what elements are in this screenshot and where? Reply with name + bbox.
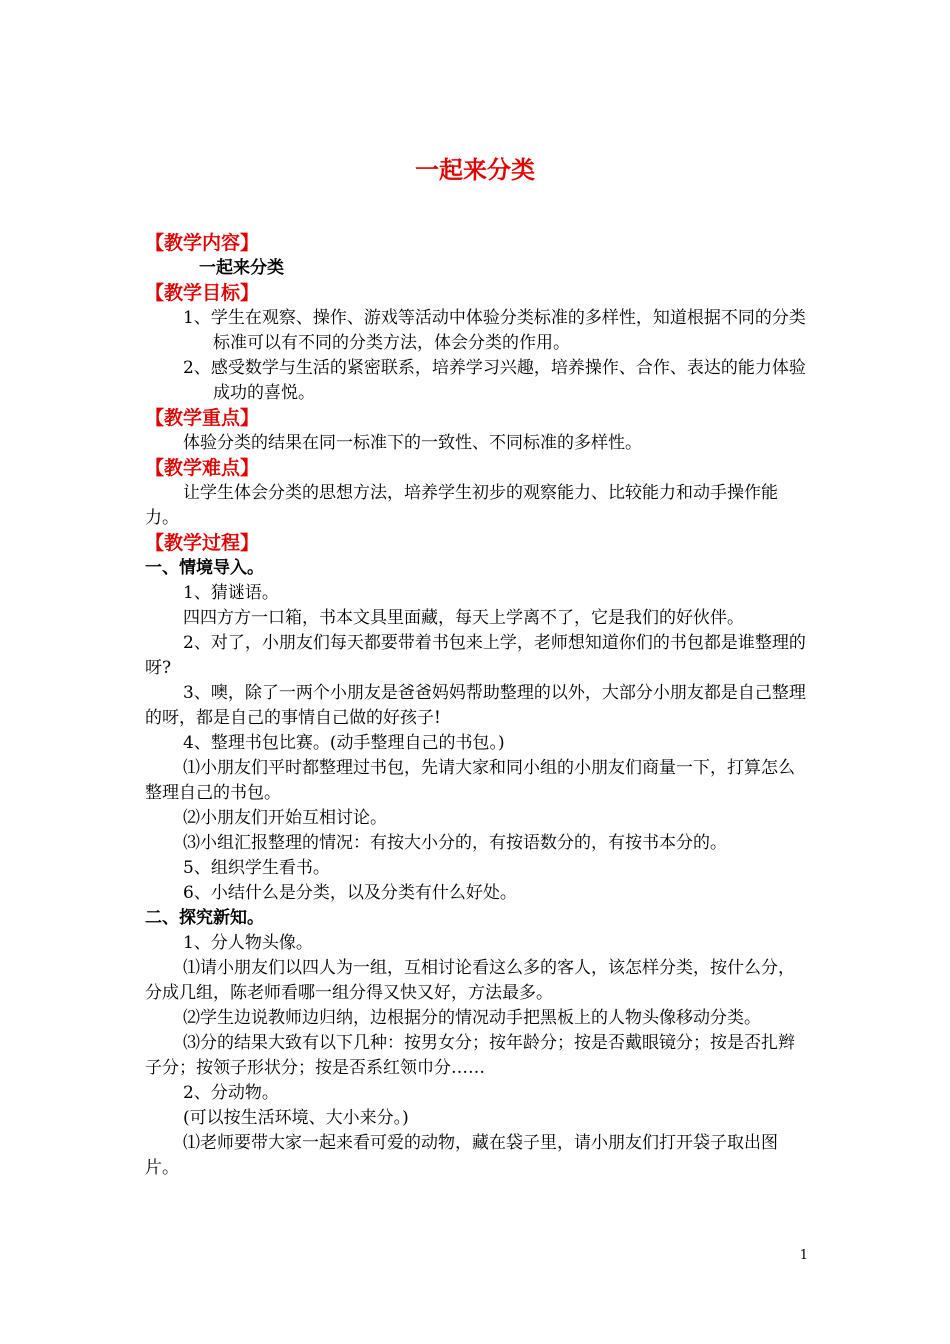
- goal-item: 1、学生在观察、操作、游戏等活动中体验分类标准的多样性，知道根据不同的分类标准可以有不同的分类方法，体会分类的作用。: [183, 308, 806, 353]
- document-body: [145, 231, 810, 1181]
- heading-goals: 【教学目标】: [145, 282, 260, 304]
- heading-part2: 二、探究新知。: [145, 908, 264, 928]
- paragraph: 2、对了，小朋友们每天都要带着书包来上学，老师想知道你们的书包都是谁整理的呀?: [145, 633, 806, 678]
- paragraph: ⑶分的结果大致有以下几种：按男女分；按年龄分；按是否戴眼镜分；按是否扎辫子分；按领子形状分；按是否系红领巾分……: [145, 1033, 795, 1078]
- paragraph: (可以按生活环境、大小来分。): [183, 1108, 409, 1128]
- page-title: 一起来分类: [415, 156, 535, 184]
- paragraph: 4、整理书包比赛。(动手整理自己的书包。): [183, 733, 505, 753]
- paragraph: 6、小结什么是分类，以及分类有什么好处。: [183, 883, 517, 903]
- paragraph: 四四方方一口箱，书本文具里面藏，每天上学离不了，它是我们的好伙伴。: [183, 608, 744, 628]
- paragraph: 1、分人物头像。: [183, 933, 313, 953]
- paragraph: ⑴小朋友们平时都整理过书包，先请大家和同小组的小朋友们商量一下，打算怎么整理自己的书包。: [145, 758, 795, 803]
- heading-process: 【教学过程】: [145, 532, 260, 554]
- paragraph: ⑶小组汇报整理的情况：有按大小分的，有按语数分的，有按书本分的。: [183, 833, 727, 853]
- heading-content: 【教学内容】: [145, 232, 260, 254]
- goal-item: 2、感受数学与生活的紧密联系，培养学习兴趣，培养操作、合作、表达的能力体验成功的喜悦。: [183, 358, 806, 403]
- content-text: 一起来分类: [199, 258, 284, 278]
- heading-part1: 一、情境导入。: [145, 558, 264, 578]
- heading-key-points: 【教学重点】: [145, 407, 260, 429]
- paragraph: 1、猜谜语。: [183, 583, 279, 603]
- paragraph: 5、组织学生看书。: [183, 858, 330, 878]
- heading-difficulties: 【教学难点】: [145, 457, 260, 479]
- paragraph: ⑴请小朋友们以四人为一组，互相讨论看这么多的客人，该怎样分类，按什么分，分成几组，陈老师看哪一组分得又快又好，方法最多。: [145, 958, 795, 1003]
- paragraph: ⑴老师要带大家一起来看可爱的动物，藏在袋子里，请小朋友们打开袋子取出图片。: [145, 1133, 778, 1178]
- difficulties-text: 让学生体会分类的思想方法，培养学生初步的观察能力、比较能力和动手操作能力。: [145, 483, 778, 528]
- paragraph: 3、噢，除了一两个小朋友是爸爸妈妈帮助整理的以外，大部分小朋友都是自己整理的呀，都是自己的事情自己做的好孩子!: [145, 683, 806, 728]
- paragraph: 2、分动物。: [183, 1083, 279, 1103]
- paragraph: ⑵小朋友们开始互相讨论。: [183, 808, 387, 828]
- key-points-text: 体验分类的结果在同一标准下的一致性、不同标准的多样性。: [183, 433, 642, 453]
- page-number: 1: [799, 1248, 808, 1263]
- paragraph: ⑵学生边说教师边归纳，边根据分的情况动手把黑板上的人物头像移动分类。: [183, 1008, 761, 1028]
